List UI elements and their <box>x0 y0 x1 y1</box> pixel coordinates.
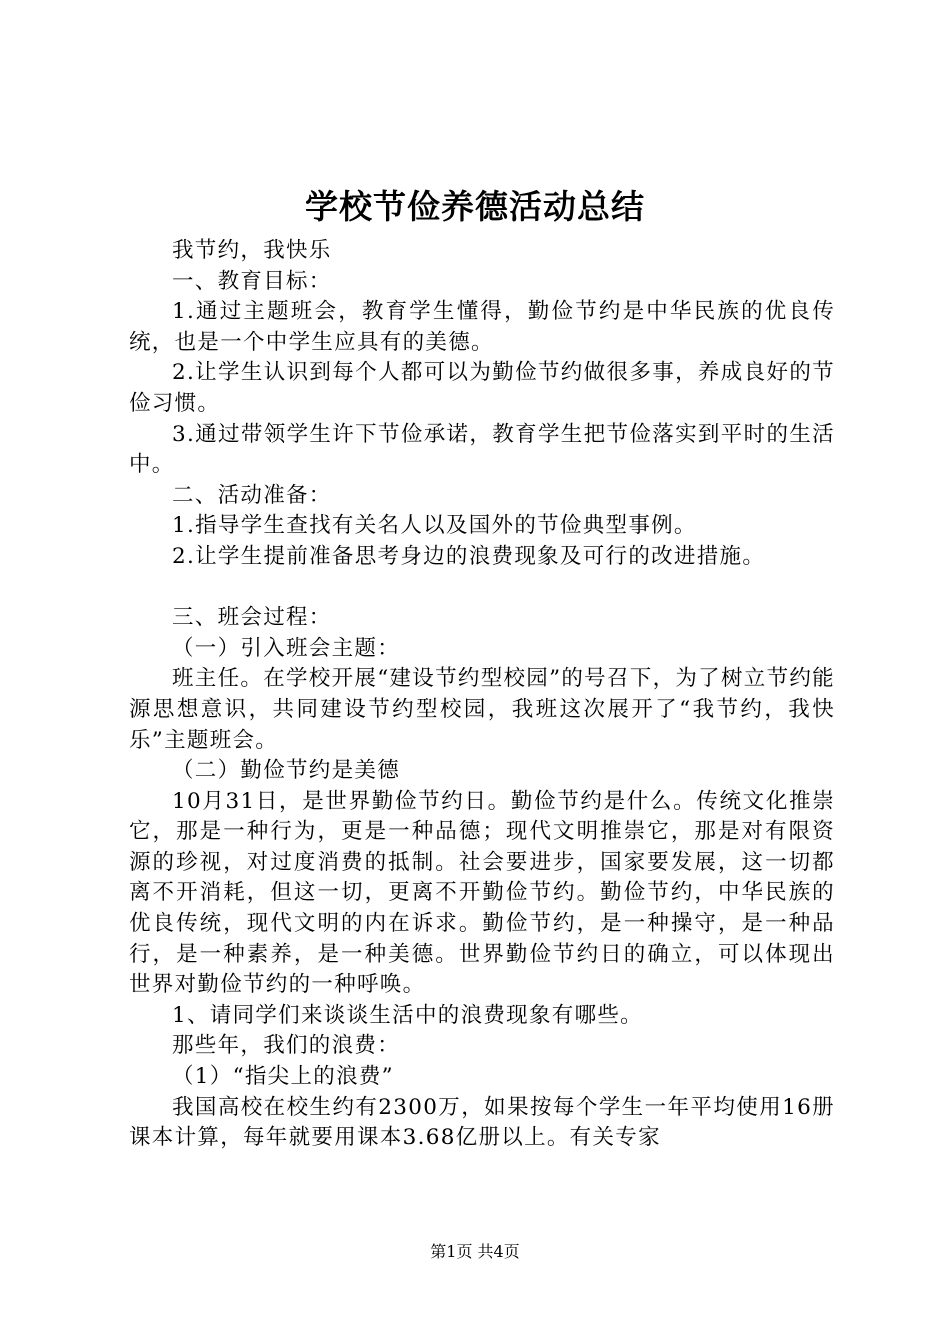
section-heading-process: 三、班会过程： <box>172 605 332 631</box>
paragraph-subtitle: 我节约，我快乐 <box>172 238 332 263</box>
section-heading-preparation: 二、活动准备： <box>172 482 332 508</box>
blank-line <box>129 573 835 604</box>
paragraph-thrift-day: 10月31日，是世界勤俭节约日。勤俭节约是什么。传统文化推崇它，那是一种行为，更是一种品德；现代文明推崇它，那是对有限资源的珍视，对过度消费的抵制。社会要进步，国家要发展，这一切都离不开消耗，但这一切，更离不开勤俭节约。勤俭节约，中华民族的优良传统，现代文明的内在诉求。勤俭节约，是一种操守，是一种品行，是一种素养，是一种美德。世界勤俭节约日的确立，可以体现出世界对勤俭节约的一种呼唤。 <box>129 788 835 998</box>
paragraph-discussion: 1、请同学们来谈谈生活中的浪费现象有哪些。 <box>172 1002 643 1028</box>
subheading-introduction: （一）引入班会主题： <box>172 635 401 661</box>
document-body <box>129 236 835 1154</box>
paragraph-goal-1: 1.通过主题班会，教育学生懂得，勤俭节约是中华民族的优良传统，也是一个中学生应具有的美德。 <box>129 299 835 355</box>
paragraph-goal-2: 2.让学生认识到每个人都可以为勤俭节约做很多事，养成良好的节俭习惯。 <box>129 360 835 416</box>
subheading-fingertip-waste: （1）“指尖上的浪费” <box>172 1064 394 1090</box>
paragraph-waste-years: 那些年，我们的浪费： <box>172 1033 401 1059</box>
paragraph-textbook-stats: 我国高校在校生约有2300万，如果按每个学生一年平均使用16册课本计算，每年就要用课本3.68亿册以上。有关专家 <box>129 1094 835 1151</box>
paragraph-prep-2: 2.让学生提前准备思考身边的浪费现象及可行的改进措施。 <box>172 543 766 569</box>
document-title: 学校节俭养德活动总结 <box>305 187 645 226</box>
paragraph-prep-1: 1.指导学生查找有关名人以及国外的节俭典型事例。 <box>172 513 697 539</box>
paragraph-goal-3: 3.通过带领学生许下节俭承诺，教育学生把节俭落实到平时的生活中。 <box>129 421 835 478</box>
section-heading-goals: 一、教育目标： <box>172 268 332 294</box>
paragraph-teacher-intro: 班主任。在学校开展“建设节约型校园”的号召下，为了树立节约能源思想意识，共同建设节约型校园，我班这次展开了“我节约，我快乐”主题班会。 <box>129 666 835 753</box>
page-footer: 第1页 共4页 <box>430 1242 520 1261</box>
subheading-virtue: （二）勤俭节约是美德 <box>172 758 401 784</box>
